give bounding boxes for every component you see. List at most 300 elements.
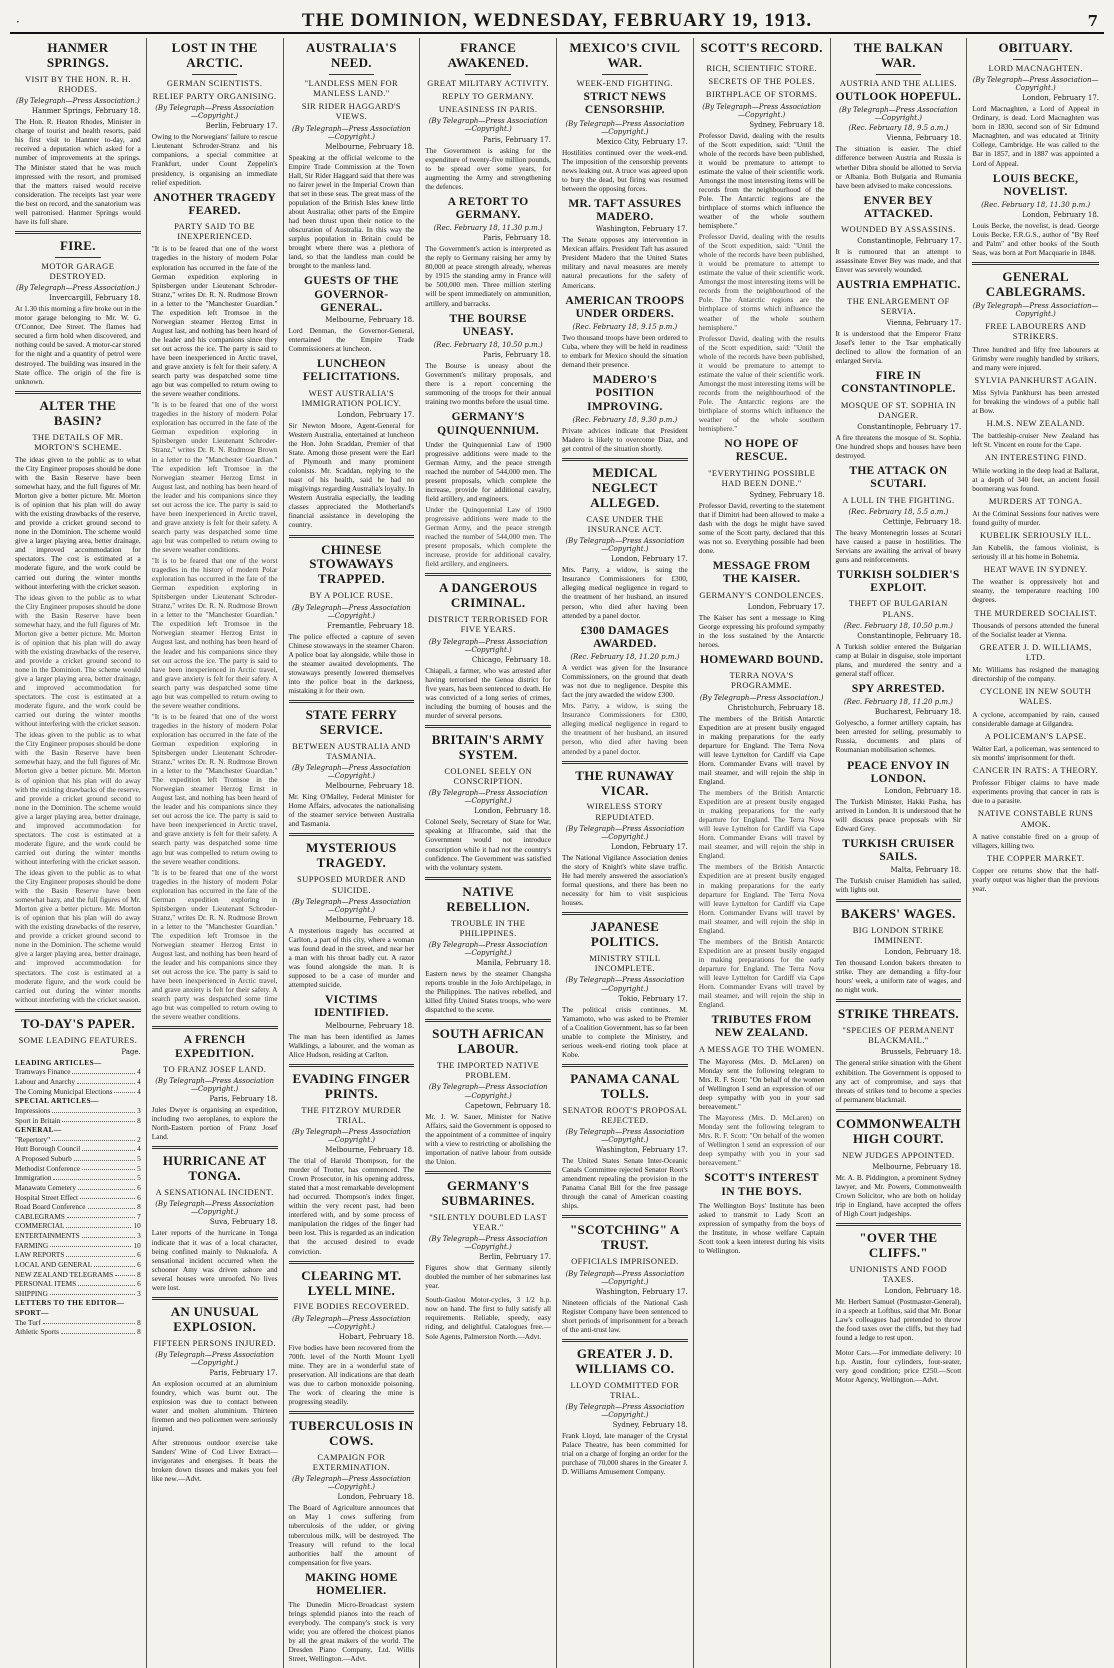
headline: AUSTRALIA'S NEED.: [306, 40, 397, 70]
cablegram-body: Thousands of persons attended the funeral of the Socialist leader at Vienna.: [972, 620, 1099, 639]
headline: EVADING FINGER PRINTS.: [292, 1070, 411, 1101]
article-governor-general: [289, 275, 415, 353]
article-message-kaiser: [699, 560, 825, 649]
column-8: [967, 38, 1104, 1668]
contents-item-label: Tramways Finance: [15, 1067, 71, 1077]
leader-dots: [50, 1241, 131, 1248]
headline: VICTIMS IDENTIFIED.: [314, 994, 389, 1020]
subheadline: SIR RIDER HAGGARD'S VIEWS.: [301, 101, 402, 122]
cablegram-body: Professor Fibiger claims to have made experiments proving that cancer in rats is due to a parasite.: [972, 778, 1099, 806]
headline: GUESTS OF THE GOVERNOR-GENERAL.: [304, 275, 399, 314]
contents-item: [15, 1135, 141, 1145]
page-number: 7: [1087, 12, 1098, 30]
article-body: The Mayoress (Mrs. D. McLaren) on Monday sent the following telegram to Mrs. R. F. Scott: "On behalf of the women of Wellington I send an expression of our deep sympathy with you in your sad bereavement.": [698, 1056, 825, 1112]
article-taft-assures: [562, 198, 688, 290]
article-body: Mrs. Parry, a widow, is suing the Insurance Commissioners for £300, alleging medical negligence in regard to the treatment of her husband, an insured person, who died after having been attended by a panel doctor.: [562, 565, 688, 620]
subheadline: PARTY SAID TO BE INEXPERIENCED.: [174, 221, 255, 242]
headline: FIRE IN CONSTANTINOPLE.: [841, 370, 956, 396]
advertisement: After strenuous outdoor exercise take Sanders' Wine of Cod Liver Extract—invigorates and energises. It beats the broken down tissues and makes you feel like new.—Advt.: [151, 1438, 278, 1484]
contents-item-label: Hospital Street Effect: [15, 1192, 79, 1202]
divider: [562, 1215, 688, 1218]
dateline: Hobart, February 18.: [338, 1332, 415, 1341]
divider: [425, 877, 551, 880]
byline: (By Telegraph—Press Association—Copyright.): [291, 1127, 411, 1144]
dateline: Capetown, February 18.: [465, 1101, 551, 1110]
contents-item: [15, 1106, 141, 1116]
article-body-continued: The members of the British Antarctic Expedition are at present busily engaged in making preparations for the early departure for England. The Terra Nova will leave Lyttelton for Cardiff via Cape Horn. Commander Evans will travel by mail steamer, and will rejoin the ship in England.: [698, 788, 825, 861]
article-body: The heavy Montenegrin losses at Scutari have caused a pause in hostilities. The Servians are awaiting the arrival of heavy guns and reinforcements.: [835, 527, 962, 564]
headline: COMMONWEALTH HIGH COURT.: [836, 1115, 961, 1146]
article-body: The Turkish cruiser Hamidieh has sailed, with lights out.: [835, 875, 962, 894]
divider: [562, 912, 688, 915]
article-south-african-labour: [425, 1027, 551, 1166]
article-body: Under the Quinquennial Law of 1900 progressive additions were made to the German Army, and the peace strength reached the number of 544,000 men. The present proposals, which complete the increase, provide for additional cavalry, field artillery, and engineers.: [425, 439, 551, 504]
headline: MADERO'S POSITION IMPROVING.: [587, 374, 663, 413]
dateline: Melbourne, February 18.: [325, 315, 415, 324]
byline: (By Telegraph—Press Association—Copyright.): [428, 637, 548, 654]
dateline: London, February 17.: [337, 410, 415, 419]
subheadline: A LULL IN THE FIGHTING.: [842, 494, 955, 505]
article-bakers-wages: [836, 907, 962, 995]
contents-item: [15, 1279, 141, 1289]
article-australias-need: [289, 41, 415, 270]
contents-item: [15, 1193, 141, 1203]
contents-item-page: 8: [137, 1202, 141, 1212]
cablegram-item: [972, 765, 1099, 805]
masthead-title: THE DOMINION, WEDNESDAY, FEBRUARY 19, 1913.: [301, 10, 813, 31]
headline: HOMEWARD BOUND.: [699, 654, 824, 667]
dateline: Paris, February 17.: [209, 1368, 278, 1377]
headline: FRANCE AWAKENED.: [447, 40, 529, 70]
dateline: London, February 17.: [747, 602, 825, 611]
subheadline: MOTOR GARAGE DESTROYED.: [41, 260, 115, 281]
subheadline: THEFT OF BULGARIAN PLANS.: [849, 598, 948, 619]
column-3: [284, 38, 421, 1668]
article-unusual-explosion: [152, 1305, 278, 1433]
cablegram-body: Three hundred and fifty free labourers at Grimsby were roughly handled by strikers, and many were injured.: [972, 344, 1099, 372]
dateline: Berlin, February 17.: [205, 122, 278, 131]
cablegram-item: [972, 375, 1099, 415]
contents-item-label: Manawatu Cemetery: [15, 1182, 76, 1192]
cablegram-headline: SYLVIA PANKHURST AGAIN.: [974, 374, 1097, 385]
subheadline: WEST AUSTRALIA'S IMMIGRATION POLICY.: [301, 387, 402, 408]
article-body: Private advices indicate that President Madero is likely to overcome Diaz, and get control of the situation shortly.: [562, 425, 688, 454]
article-austria-emphatic: [836, 279, 962, 365]
cablegram-item: [972, 418, 1099, 449]
column-5: [557, 38, 694, 1668]
contents-item-label: Hutt Borough Council: [15, 1144, 81, 1154]
subheadline: OFFICIALS IMPRISONED.: [571, 1256, 679, 1267]
headline: GERMANY'S QUINQUENNIUM.: [437, 411, 540, 437]
byline: (By Telegraph—Press Association—Copyright.): [155, 1350, 275, 1367]
article-body: Five bodies have been recovered from the 700ft. level of the North Mount Lyell mine. They are in a wonderful state of preservation. All indications are that death was due to carbon monoxide poisoning. The work of clearing the mine is progressing steadily.: [288, 1342, 415, 1406]
dateline: Tokio, February 17.: [618, 994, 688, 1003]
subheadline: TERRA NOVA'S PROGRAMME.: [729, 670, 794, 691]
article-body: Mr. A. B. Piddington, a prominent Sydney lawyer, and Mr. Powers, Commonwealth Crown Solicitor, who are both on holiday trip in England, have accepted the offers of High Court judgeships.: [835, 1172, 962, 1218]
contents-item: [15, 1125, 141, 1135]
cablegram-headline: AN INTERESTING FIND.: [984, 452, 1087, 463]
subheadline: NEW JUDGES APPOINTED.: [842, 1149, 955, 1160]
article-body: A fire threatens the mosque of St. Sophia. One hundred shops and houses have been destroyed.: [835, 433, 962, 461]
article-body: Mr. King O'Malley, Federal Minister for Home Affairs, advocates the nationalising of the steamer service between Australia and Tasmania.: [288, 792, 415, 829]
leader-dots: [115, 1270, 135, 1277]
divider: [15, 391, 141, 394]
contents-item: [15, 1096, 141, 1106]
article-evading-finger-prints: [289, 1072, 415, 1256]
headline: PEACE ENVOY IN LONDON.: [847, 759, 950, 785]
contents-item-page: 2: [137, 1134, 141, 1144]
column-7: [831, 38, 968, 1668]
cablegram-body: Copper ore returns show that the half-yearly output was higher than the previous year.: [972, 866, 1099, 894]
headline: BRITAIN'S ARMY SYSTEM.: [431, 732, 545, 762]
cablegram-item: [972, 686, 1099, 727]
article-body: Later reports of the hurricane in Tonga indicate that it was of a local character, being confined mainly to Nukualofa. A sensational incident occurred when the schooner Amy was driven ashore and several houses were unroofed. No lives were lost.: [151, 1228, 278, 1292]
contents-item-page: 6: [137, 1192, 141, 1202]
leader-dots: [94, 1260, 135, 1267]
article-body-continued: Under the Quinquennial Law of 1900 progressive additions were made to the German Army, and the peace strength reached the number of 544,000 men. The present proposals, which complete the increase, provide for additional cavalry, field artillery, and engineers.: [425, 505, 551, 569]
divider: [289, 1411, 415, 1414]
article-body: Louis Becke, the novelist, is dead. George Louis Becke, F.R.G.S., author of "By Reef and Palm" and other books of the South Seas, was born at Port Macquarie in 1848.: [972, 221, 1099, 258]
subheadline: BIG LONDON STRIKE IMMINENT.: [852, 924, 945, 945]
subheadline: THE IMPORTED NATIVE PROBLEM.: [437, 1060, 540, 1081]
article-todays-paper: [15, 1017, 141, 1337]
subheadline: LLOYD COMMITTED FOR TRIAL.: [570, 1379, 680, 1400]
divider: [152, 1026, 278, 1029]
dateline: London, February 18.: [1022, 211, 1099, 220]
rule: [876, 74, 921, 75]
page-label: Page.: [121, 1047, 141, 1056]
headline: MR. TAFT ASSURES MADERO.: [568, 197, 682, 224]
leader-dots: [62, 1116, 135, 1123]
subheadline: FIFTEEN PERSONS INJURED.: [153, 1337, 276, 1348]
subheadline: BIRTHPLACE OF STORMS.: [705, 89, 818, 100]
article-body: A Turkish soldier entered the Bulgarian camp at Bulair in disguise, stole important plans, and murdered the sentry and a general staff officer.: [835, 641, 962, 679]
column-4: [420, 38, 557, 1668]
contents-item-page: 4: [137, 1086, 141, 1096]
subheadline: BY A POLICE RUSE.: [309, 590, 394, 601]
article-body: The general strike situation with the Ghent exhibition. The Government is opposed to any act of compromise, and says that threats of strikes tend to become a species of permanent blackmail.: [835, 1058, 962, 1104]
article-american-troops: [562, 295, 688, 370]
rule: [1013, 59, 1059, 60]
subheadline: GERMAN SCIENTISTS.: [166, 77, 263, 88]
contents-item: [15, 1221, 141, 1231]
cablegram-item: [972, 853, 1099, 893]
article-scotching-trust: [562, 1223, 688, 1333]
dateline: London, February 18.: [337, 1493, 415, 1502]
dateline: Washington, February 17.: [595, 225, 688, 234]
rule: [329, 74, 374, 75]
cablegram-body: A native constable fired on a group of villagers, killing two.: [972, 831, 1099, 850]
dateline: Paris, February 17.: [483, 135, 551, 144]
contents-item-label: Methodist Conference: [15, 1163, 81, 1173]
article-body: Golyescho, a former artillery captain, has been arrested for selling, presumably to Russia, documents and plans of Roumanian mobilisation schemes.: [835, 718, 962, 755]
cablegram-headline: THE COPPER MARKET.: [986, 852, 1085, 863]
article-luncheon: [289, 358, 415, 529]
article-another-tragedy: [152, 192, 278, 1022]
divider: [562, 1339, 688, 1342]
contents-item: [15, 1231, 141, 1241]
leader-dots: [77, 1077, 135, 1084]
byline: (By Telegraph—Press Association.): [699, 693, 824, 702]
contents-item: [15, 1202, 141, 1212]
received-date: (Rec. February 18, 10.50 p.m.): [843, 621, 953, 630]
headline: TURKISH SOLDIER'S EXPLOIT.: [837, 569, 960, 595]
contents-item-page: 6: [137, 1259, 141, 1269]
article-body: The police effected a capture of seven Chinese stowaways in the steamer Charon. A police boat lay alongside, while those in the steamer awaited developments. The stowaways presently lowered themselves into the police boat in the darkness, mistaking it for their own.: [288, 631, 415, 695]
contents-item: [15, 1327, 141, 1337]
dateline: Melbourne, February 18.: [325, 782, 415, 791]
dateline: Constantinople, February 17.: [857, 423, 962, 432]
subheadline: VISIT BY THE HON. R. H. RHODES.: [24, 73, 131, 95]
subheadline: RELIEF PARTY ORGANISING.: [152, 91, 277, 102]
article-body: Speaking at the official welcome to the Empire Trade Commission at the Town Hall, Sir Rider Haggard said that there was no fairer jewel in the Imperial Crown than that set in these seas. The great mass of the population of the British Isles knew little about Australia; other parts of the Empire had been thrust upon their notice to the obscuration of Australia. In this way the surplus population in Britain could be brought where there was a plethora of land, so that the landless man could be brought to the manless land.: [288, 152, 415, 271]
contents-item-label: "Repertory": [15, 1134, 51, 1144]
article-body-continued: Professor David, dealing with the results of the Scott expedition, said: "Until the whole of the records have been published, it would be premature to attempt to estimate the value of their scientific work. Amongst the most interesting items will be records from the neighbourhood of the Pole. The Antarctic regions are the birthplace of storms which influence the weather of the whole southern hemisphere.": [698, 232, 825, 332]
contents-item: [15, 1183, 141, 1193]
leader-dots: [88, 1202, 136, 1209]
subheadline: GERMANY'S CONDOLENCES.: [699, 589, 824, 600]
subheadline: TROUBLE IN THE PHILIPPINES.: [450, 917, 526, 938]
headline: ANOTHER TRAGEDY FEARED.: [153, 191, 277, 217]
article-body: Lord Denman, the Governor-General, entertained the Empire Trade Commissioners at luncheon.: [288, 325, 415, 354]
article-body: Colonel Seely, Secretary of State for War, speaking at Ilfracombe, said that the Government would not introduce conscription while it had not the country's confidence. The Government was satisfied with the voluntary system.: [425, 817, 551, 872]
contents-item-label: ENTERTAINMENTS: [15, 1231, 80, 1241]
cablegram-body: Miss Sylvia Pankhurst has been arrested for breaking the windows of a public hall at Bow.: [972, 387, 1099, 415]
subheadline: SENATOR ROOT'S PROPOSAL REJECTED.: [562, 1104, 688, 1125]
headline: GREATER J. D. WILLIAMS CO.: [575, 1345, 675, 1376]
headline: TO-DAY'S PAPER.: [20, 1015, 135, 1031]
dateline: Invercargill, February 18.: [49, 294, 141, 303]
article-body: The Board of Agriculture announces that on May 1 cows suffering from tuberculosis of the udder, or giving tuberculous milk, will be destroyed. The Treasury will refund to the local authorities half the amount of compensation for five years.: [288, 1503, 415, 1567]
contents-item: [15, 1154, 141, 1164]
dateline: Sydney, February 18.: [612, 1421, 688, 1430]
contents-item-label: FARMING: [15, 1240, 49, 1250]
article-enver-bey: [836, 195, 962, 275]
dateline: London, February 18.: [884, 1287, 962, 1296]
contents-item-label: LAW REPORTS: [15, 1250, 65, 1260]
article-body: The Kaiser has sent a message to King George expressing his profound sympathy in the loss sustained by the Antarctic heroes.: [698, 612, 825, 649]
byline: (By Telegraph—Press Association.): [15, 97, 140, 106]
article-body-continued: The Mayoress (Mrs. D. McLaren) on Monday sent the following telegram to Mrs. R. F. Scott: "On behalf of the women of Wellington I send an expression of our deep sympathy with you in your sad bereavement.": [698, 1113, 825, 1168]
received-date: (Rec. February 18, 11.30 p.m.): [433, 224, 543, 233]
byline: (By Telegraph—Press Association—Copyright.): [428, 1235, 548, 1252]
article-lost-in-arctic: [152, 41, 278, 187]
advertisement: Motor Cars.—For immediate delivery: 10 h.p. Austin, four cylinders, four-seater, very good condition; price £250.—Scott Motor Agency, Wellington.—Advt.: [835, 1347, 962, 1384]
subheadline: REPLY TO GERMANY.: [442, 91, 535, 102]
article-body-continued: The members of the British Antarctic Expedition are at present busily engaged in making preparations for the early departure for England. The Terra Nova will leave Lyttelton for Cardiff via Cape Horn. Commander Evans will travel by mail steamer, and will rejoin the ship in England.: [698, 936, 825, 1010]
headline: NATIVE REBELLION.: [446, 883, 530, 914]
cablegram-body: While working in the deep lead at Ballarat, at a depth of 340 feet, an ancient fossil boomerang was found.: [972, 465, 1099, 493]
dateline: Melbourne, February 18.: [325, 1146, 415, 1155]
article-body: Nineteen officials of the National Cash Register Company have been sentenced to short periods of imprisonment for a breach of the anti-trust law.: [562, 1297, 688, 1334]
leader-dots: [80, 1193, 135, 1200]
headline: TRIBUTES FROM NEW ZEALAND.: [711, 1014, 812, 1040]
received-date: (Rec. February 18, 9.30 p.m.): [572, 415, 678, 424]
article-high-court: [836, 1117, 962, 1218]
article-body: Professor David, reverting to the statement that if Dimitri had been allowed to make a dash with the dogs he might have saved some of the Scott party, declared that this was not so. Everything possible had been done.: [698, 500, 825, 556]
contents-item-page: 8: [137, 1115, 141, 1125]
article-japanese-politics: [562, 920, 688, 1059]
contents-item-page: 10: [133, 1221, 141, 1231]
article-madero-position: [562, 374, 688, 453]
rule: [602, 74, 647, 75]
article-retort-germany: [425, 196, 551, 308]
headline: CHINESE STOWAWAYS TRAPPED.: [309, 541, 394, 587]
divider: [836, 1109, 962, 1112]
headline: THE BALKAN WAR.: [853, 40, 944, 70]
divider: [289, 1064, 415, 1067]
subheadline: "SILENTLY DOUBLED LAST YEAR.": [429, 1211, 548, 1232]
byline: (By Telegraph—Press Association—Copyright.): [291, 603, 411, 620]
article-body: Jules Dwyer is organising an expedition, including two aeroplanes, to explore the North-Eastern portion of Franz Josef Land.: [151, 1105, 278, 1142]
contents-item: [15, 1144, 141, 1154]
article-mt-lyell: [289, 1269, 415, 1406]
article-fire: [15, 239, 141, 386]
subheadline: WEEK-END FIGHTING.: [576, 77, 674, 88]
dateline: Suva, February 18.: [209, 1218, 278, 1227]
headline: ENVER BEY ATTACKED.: [863, 194, 934, 220]
byline: (By Telegraph—Press Association—Copyright.): [428, 940, 548, 957]
cablegram-item: [972, 642, 1099, 683]
cablegram-body: The battleship-cruiser New Zealand has left St. Vincent en route for the Cape.: [972, 431, 1099, 450]
subheadline: "SPECIES OF PERMANENT BLACKMAIL.": [842, 1025, 955, 1046]
byline: (By Telegraph—Press Association—Copyright.): [155, 1200, 275, 1217]
divider: [425, 1019, 551, 1022]
article-turkish-soldier: [836, 569, 962, 678]
dateline: Vienna, February 17.: [886, 319, 962, 328]
leader-dots: [66, 1250, 135, 1257]
byline: (By Telegraph—Press Association—Copyright.): [838, 106, 958, 123]
article-body: Mr. Herbert Samuel (Postmaster-General), in a speech at Lofthus, said that Mr. Bonar Law's colleagues had pretended to throw the food taxes over the cliffs, but they had found a ledge to rest upon.: [835, 1297, 962, 1343]
contents-item-page: 6: [137, 1279, 141, 1289]
article-body: The ideas given to the public as to what the City Engineer proposes should be done with the Basin Reserve have been somewhat hazy, and the full figures of Mr. Morton give a better picture. Mr. Morton is of opinion that his plan will do away with the existing drawbacks of the reserve, and provide a cricket ground second to none in the Dominion. The scheme would give a larger playing area, better drainage, and improved accommodation for spectators. The cost is estimated at a moderate figure, and the work could be carried out during the winter months without interfering with the cricket season.: [15, 454, 141, 591]
headline: "SCOTCHING" A TRUST.: [570, 1222, 680, 1253]
article-homeward-bound: [699, 654, 825, 1009]
contents-item-label: PERSONAL ITEMS: [15, 1279, 77, 1289]
cablegram-headline: MURDERS AT TONGA.: [988, 495, 1083, 506]
contents-item-page: 8: [137, 1317, 141, 1327]
headline: MEXICO'S CIVIL WAR.: [569, 40, 681, 70]
headline: LOST IN THE ARCTIC.: [171, 40, 258, 70]
subheadline: SUPPOSED MURDER AND SUICIDE.: [297, 874, 406, 895]
article-body: The Senate opposes any intervention in Mexican affairs. President Taft has assured President Madero that the United States military and naval measures are merely natural precautions for the safety of Americans.: [562, 235, 688, 290]
contents-item-page: 7: [137, 1211, 141, 1221]
contents-item: [15, 1289, 141, 1299]
contents-item-label: Athletic Sports: [15, 1327, 59, 1337]
masthead: [10, 6, 1104, 34]
article-turkish-cruiser: [836, 838, 962, 894]
headline: £300 DAMAGES AWARDED.: [580, 624, 669, 650]
headline: MEDICAL NEGLECT ALLEGED.: [590, 465, 660, 510]
contents-item-page: 5: [137, 1173, 141, 1183]
dateline: Chicago, February 18.: [471, 655, 551, 664]
subheadline: UNEASINESS IN PARIS.: [438, 104, 538, 115]
article-body: Figures show that Germany silently doubled the number of her submarines last year.: [425, 1263, 551, 1291]
rule: [192, 74, 237, 75]
article-germany-submarines: [425, 1179, 551, 1290]
headline: THE BOURSE UNEASY.: [449, 312, 527, 338]
subheadline: "LANDLESS MEN FOR MANLESS LAND.": [304, 77, 399, 99]
divider: [836, 1223, 962, 1226]
contents-item: [15, 1241, 141, 1251]
headline: MYSTERIOUS TRAGEDY.: [306, 840, 397, 871]
contents-item-label: LOCAL AND GENERAL: [15, 1259, 93, 1269]
subheadline: MINISTRY STILL INCOMPLETE.: [589, 953, 661, 974]
subheadline: BETWEEN AUSTRALIA AND TASMANIA.: [292, 740, 411, 761]
cablegram-headline: THE MURDERED SOCIALIST.: [974, 607, 1097, 618]
contents-item-label: Road Board Conference: [15, 1202, 86, 1212]
leader-dots: [82, 1231, 135, 1238]
divider: [425, 573, 551, 576]
article-body: The political crisis continues. M. Yamamoto, who was asked to be Premier of a Coalition Government, has so far been unable to complete the Ministry, and serious week-end rioting took place at Kobe.: [562, 1004, 688, 1059]
headline: CLEARING MT. LYELL MINE.: [301, 1267, 402, 1298]
dateline: London, February 18.: [884, 786, 962, 795]
dateline: Washington, February 17.: [595, 1146, 688, 1155]
headline: FIRE.: [59, 237, 96, 253]
article-body: The Bourse is uneasy about the Government's military proposals, and there is a report concerning the summoning of the troops for their annual training two months before the usual time.: [425, 361, 551, 407]
contents-item-label: A Proposed Suburb: [15, 1154, 72, 1164]
article-body-continued: The members of the British Antarctic Expedition are at present busily engaged in making preparations for the early departure for England. The Terra Nova will leave Lyttelton for Cardiff via Cape Horn. Commander Evans will travel by mail steamer, and will rejoin the ship in England.: [698, 862, 825, 935]
divider: [562, 761, 688, 764]
headline: THE ATTACK ON SCUTARI.: [849, 465, 948, 491]
headline: GENERAL CABLEGRAMS.: [985, 269, 1086, 300]
column-2: [147, 38, 284, 1668]
cablegram-body: The weather is oppressively hot and steamy, the temperature reaching 100 degrees.: [972, 577, 1099, 605]
contents-item-page: 6: [137, 1250, 141, 1260]
subheadline: FIVE BODIES RECOVERED.: [293, 1301, 410, 1312]
headline: GERMANY'S SUBMARINES.: [441, 1177, 535, 1208]
article-body: Frank Lloyd, late manager of the Crystal Palace Theatre, has been committed for trial on a charge of forging an order for the purchase of 70,000 shares in the Greater J. D. Williams Amusement Company.: [562, 1431, 688, 1477]
article-body: Lord Macnaghten, a Lord of Appeal in Ordinary, is dead. Lord Macnaghten was born in 1830, second son of Sir Edmund Macnaghten, and was educated at Trinity College, Cambridge. He was called to the Bar in 1857, and in 1887 was appointed a Lord of Appeal.: [972, 104, 1099, 168]
contents-item-label: The Turf: [15, 1317, 41, 1327]
dateline: Washington, February 17.: [595, 1287, 688, 1296]
headline: OBITUARY.: [998, 40, 1073, 55]
cablegram-headline: HEAT WAVE IN SYDNEY.: [983, 564, 1088, 575]
article-body: Eastern news by the steamer Changsha reports trouble in the Jolo Archipelago, in the Philippines. The natives rebelled, and killed fifty United States troops, who were dispatched to the scene.: [425, 968, 551, 1015]
article-bourse-uneasy: [425, 313, 551, 407]
headline: AUSTRIA EMPHATIC.: [836, 279, 961, 292]
divider: [562, 1064, 688, 1067]
advertisement: South-Gaslou Motor-cycles, 3 1/2 h.p. now on hand. The first to fully satisfy all requirements. Reliable, speedy, easy riding, and delightful. Catalogues free.—Sole Agents, Palmerston North.—Advt.: [425, 1295, 551, 1341]
headline: MAKING HOME HOMELIER.: [305, 1571, 398, 1597]
article-body-continued: The ideas given to the public as to what the City Engineer proposes should be done with the Basin Reserve have been somewhat hazy, and the full figures of Mr. Morton give a better picture. Mr. Morton is of opinion that his plan will do away with the existing drawbacks of the reserve, and provide a cricket ground second to none in the Dominion. The scheme would give a larger playing area, better drainage, and improved accommodation for spectators. The cost is estimated at a moderate figure, and the work could be carried out during the winter months without interfering with the cricket season.: [15, 868, 141, 1004]
article-chinese-stowaways: [289, 543, 415, 695]
headline: JAPANESE POLITICS.: [590, 919, 660, 950]
column-1: [10, 38, 147, 1668]
dateline: Constantinople, February 18.: [857, 631, 962, 640]
cablegram-item: [972, 496, 1099, 527]
headline: ALTER THE BASIN?: [39, 397, 117, 428]
rule: [739, 59, 784, 60]
dateline: Bucharest, February 18.: [874, 708, 962, 717]
article-body: The Turkish Minister, Hakki Pasha, has arrived in London. It is understood that he will discuss peace proposals with Sir Edward Grey.: [835, 796, 962, 834]
leader-dots: [52, 1106, 135, 1113]
subheadline: TO FRANZ JOSEF LAND.: [163, 1063, 267, 1074]
subheadline: SOME LEADING FEATURES.: [18, 1034, 138, 1045]
rule: [55, 257, 100, 258]
leader-dots: [43, 1318, 135, 1325]
cablegram-headline: GREATER J. D. WILLIAMS, LTD.: [979, 641, 1092, 662]
headline: SCOTT'S RECORD.: [700, 40, 823, 55]
article-general-cablegrams: [972, 270, 1099, 893]
article-body: The Hon. R. Heaton Rhodes, Minister in charge of tourist and health resorts, paid his first visit to Hanmer to-day, and received a deputation which asked for a number of improvements at the springs. The Minister stated that he was much impressed with the resort, and promised that the matters raised would receive consideration. The receipts last year were the best on record, and the sanatorium was well patronised. Hanmer Springs would have its full share.: [15, 117, 141, 226]
divider: [562, 458, 688, 461]
contents-item-page: 5: [137, 1163, 141, 1173]
subheadline: RICH, SCIENTIFIC STORE.: [706, 62, 817, 73]
article-body-continued: "It is to be feared that one of the worst tragedies in the history of modern Polar exploration has occurred in the fate of the German expedition exploring in Spitsbergen under Lieutenant Schroder-Stranz," writes Dr. R. N. Rudmose Brown in a letter to the "Manchester Guardian." The expedition left Tromsoe in the Norwegian steamer Herzog Ernst in August last, and nothing has been heard of the leader and his companions since they set out across the ice. The party is said to have been inexperienced in Arctic travel, and grave anxiety is felt for their safety. A search party was despatched some time ago but was compelled to return owing to the severe weather conditions.: [151, 556, 278, 710]
dateline: Paris, February 18.: [483, 351, 551, 360]
contents-item: [15, 1067, 141, 1077]
